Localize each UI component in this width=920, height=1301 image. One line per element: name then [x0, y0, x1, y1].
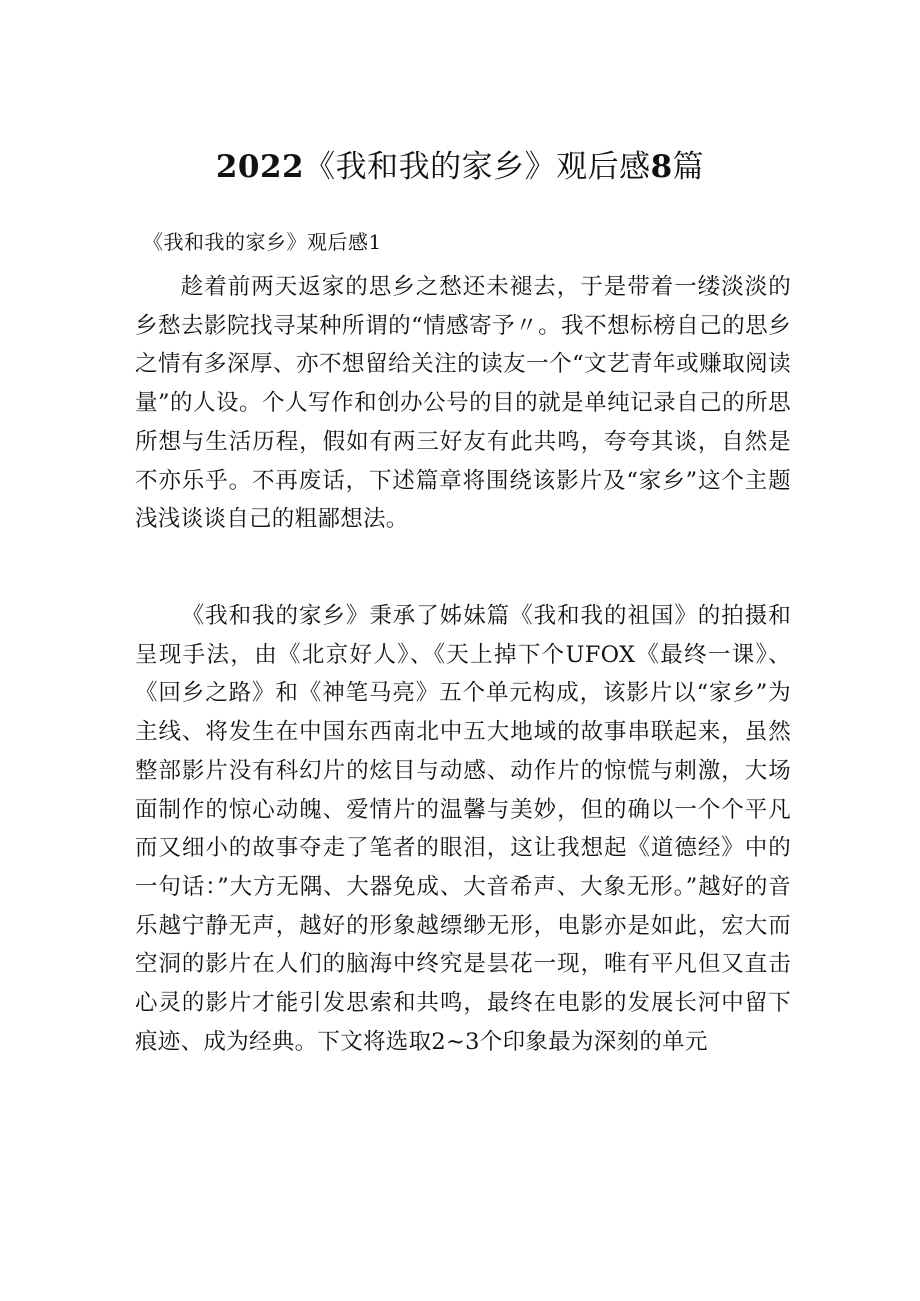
paragraph-1-text: 趁着前两天返家的思乡之愁还未褪去，于是带着一缕淡淡的乡愁去影院找寻某种所谓的“情感寄予〃。我不想标榜自己的思乡之情有多深厚、亦不想留给关注的读友一个“文艺青年或赚取阅读量”的人设。个人写作和创办公号的目的就是单纯记录自己的所思所想与生活历程，假如有两三好友有此共鸣，夸夸其谈，自然是不亦乐乎。不再废话，下述篇章将围绕该影片及“家乡”这个主题浅浅谈谈自己的粗鄙想法。: [135, 274, 791, 533]
paragraph-2: [135, 597, 791, 1061]
paragraph-2-text: 《我和我的家乡》秉承了姊妹篇《我和我的祖国》的拍摄和呈现手法，由《北京好人》、《天上掉下个UFOX《最终一课》、《回乡之路》和《神笔马亮》五个单元构成，该影片以“家乡”为主线、将发生在中国东西南北中五大地域的故事串联起来，虽然整部影片没有科幻片的炫目与动感、动作片的惊慌与刺激，大场面制作的惊心动魄、爱情片的温馨与美妙，但的确以一个个平凡而又细小的故事夺走了笔者的眼泪，这让我想起《道德经》中的一句话：”大方无隅、大器免成、大音希声、大象无形。”越好的音乐越宁静无声，越好的形象越缥缈无形，电影亦是如此，宏大而空洞的影片在人们的脑海中终究是昙花一现，唯有平凡但又直击心灵的影片才能引发思索和共鸣，最终在电影的发展长河中留下痕迹、成为经典。下文将选取2~3个印象最为深刻的单元: [135, 603, 791, 1055]
paragraph-1: [135, 268, 791, 539]
page-title: [0, 142, 920, 192]
title-middle: 《我和我的家乡》观后感: [304, 149, 651, 185]
section-heading: 《我和我的家乡》观后感1: [143, 230, 382, 254]
title-count: 8: [650, 149, 673, 185]
title-suffix: 篇: [672, 149, 705, 185]
title-year: 2022: [215, 149, 305, 185]
